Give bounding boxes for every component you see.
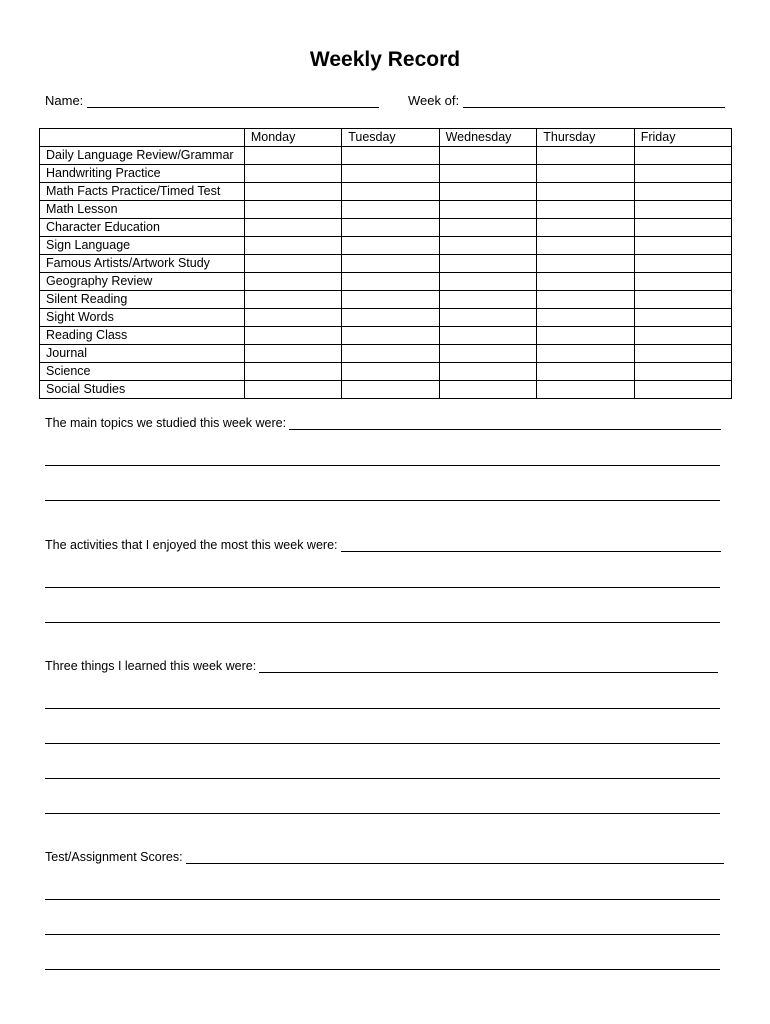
entry-cell[interactable]	[439, 183, 537, 201]
entry-cell[interactable]	[244, 237, 341, 255]
learned-label: Three things I learned this week were:	[45, 659, 257, 673]
entry-cell[interactable]	[342, 309, 439, 327]
subject-label: Geography Review	[40, 273, 245, 291]
subject-label: Math Facts Practice/Timed Test	[40, 183, 245, 201]
weekly-record-table	[39, 128, 732, 399]
entry-cell[interactable]	[634, 165, 731, 183]
topics-line-3[interactable]	[45, 500, 720, 501]
entry-cell[interactable]	[342, 237, 439, 255]
table-row	[40, 147, 732, 165]
entry-cell[interactable]	[244, 327, 341, 345]
entry-cell[interactable]	[439, 291, 537, 309]
entry-cell[interactable]	[537, 327, 634, 345]
learned-line-2[interactable]	[45, 708, 720, 709]
entry-cell[interactable]	[439, 237, 537, 255]
learned-line-4[interactable]	[45, 778, 720, 779]
entry-cell[interactable]	[537, 381, 634, 399]
name-field[interactable]	[45, 93, 379, 108]
page-title: Weekly Record	[309, 48, 461, 71]
activities-prompt[interactable]	[45, 538, 721, 552]
learned-line-5[interactable]	[45, 813, 720, 814]
entry-cell[interactable]	[634, 237, 731, 255]
entry-cell[interactable]	[342, 183, 439, 201]
subject-label: Social Studies	[40, 381, 245, 399]
table-row	[40, 327, 732, 345]
entry-cell[interactable]	[244, 291, 341, 309]
subject-label: Reading Class	[40, 327, 245, 345]
header-day-cell: Wednesday	[439, 129, 537, 147]
subject-label: Character Education	[40, 219, 245, 237]
learned-line-3[interactable]	[45, 743, 720, 744]
table-header-row	[40, 129, 732, 147]
header-day-cell: Thursday	[537, 129, 634, 147]
entry-cell[interactable]	[634, 201, 731, 219]
entry-cell[interactable]	[537, 363, 634, 381]
table-row	[40, 183, 732, 201]
activities-line-2[interactable]	[45, 587, 720, 588]
entry-cell[interactable]	[439, 219, 537, 237]
entry-cell[interactable]	[244, 201, 341, 219]
header-corner-cell	[40, 129, 245, 147]
entry-cell[interactable]	[439, 201, 537, 219]
entry-cell[interactable]	[634, 291, 731, 309]
entry-cell[interactable]	[537, 183, 634, 201]
entry-cell[interactable]	[439, 147, 537, 165]
entry-cell[interactable]	[342, 363, 439, 381]
scores-line-4[interactable]	[45, 969, 720, 970]
entry-cell[interactable]	[634, 363, 731, 381]
subject-label: Sight Words	[40, 309, 245, 327]
entry-cell[interactable]	[342, 201, 439, 219]
entry-cell[interactable]	[537, 237, 634, 255]
entry-cell[interactable]	[634, 381, 731, 399]
name-blank[interactable]	[87, 93, 379, 108]
entry-cell[interactable]	[537, 201, 634, 219]
topics-line-2[interactable]	[45, 465, 720, 466]
entry-cell[interactable]	[537, 219, 634, 237]
scores-label: Test/Assignment Scores:	[45, 850, 183, 864]
entry-cell[interactable]	[244, 381, 341, 399]
entry-cell[interactable]	[342, 345, 439, 363]
scores-line-2[interactable]	[45, 899, 720, 900]
entry-cell[interactable]	[634, 273, 731, 291]
subject-label: Journal	[40, 345, 245, 363]
week-of-field[interactable]	[408, 93, 725, 108]
topics-prompt[interactable]	[45, 416, 721, 430]
header-day-cell: Monday	[244, 129, 341, 147]
entry-cell[interactable]	[439, 381, 537, 399]
activities-blank[interactable]	[341, 539, 722, 552]
entry-cell[interactable]	[537, 165, 634, 183]
learned-blank[interactable]	[259, 660, 718, 673]
entry-cell[interactable]	[342, 219, 439, 237]
entry-cell[interactable]	[537, 291, 634, 309]
entry-cell[interactable]	[439, 273, 537, 291]
entry-cell[interactable]	[634, 219, 731, 237]
entry-cell[interactable]	[439, 165, 537, 183]
subject-label: Silent Reading	[40, 291, 245, 309]
table-row	[40, 255, 732, 273]
entry-cell[interactable]	[634, 147, 731, 165]
entry-cell[interactable]	[244, 183, 341, 201]
subject-label: Math Lesson	[40, 201, 245, 219]
entry-cell[interactable]	[537, 309, 634, 327]
entry-cell[interactable]	[537, 345, 634, 363]
subject-label: Sign Language	[40, 237, 245, 255]
entry-cell[interactable]	[439, 345, 537, 363]
topics-blank[interactable]	[289, 417, 721, 430]
entry-cell[interactable]	[244, 345, 341, 363]
entry-cell[interactable]	[244, 273, 341, 291]
entry-cell[interactable]	[342, 255, 439, 273]
entry-cell[interactable]	[634, 345, 731, 363]
entry-cell[interactable]	[342, 147, 439, 165]
scores-line-3[interactable]	[45, 934, 720, 935]
entry-cell[interactable]	[439, 327, 537, 345]
entry-cell[interactable]	[244, 147, 341, 165]
entry-cell[interactable]	[439, 363, 537, 381]
table-row	[40, 201, 732, 219]
scores-blank[interactable]	[186, 851, 724, 864]
entry-cell[interactable]	[244, 219, 341, 237]
table-row	[40, 381, 732, 399]
table-row	[40, 219, 732, 237]
table-row	[40, 363, 732, 381]
table-row	[40, 291, 732, 309]
entry-cell[interactable]	[244, 165, 341, 183]
entry-cell[interactable]	[342, 273, 439, 291]
activities-line-3[interactable]	[45, 622, 720, 623]
week-of-label: Week of:	[408, 93, 460, 108]
entry-cell[interactable]	[439, 255, 537, 273]
entry-cell[interactable]	[244, 309, 341, 327]
entry-cell[interactable]	[634, 255, 731, 273]
learned-prompt[interactable]	[45, 659, 718, 673]
entry-cell[interactable]	[342, 165, 439, 183]
entry-cell[interactable]	[537, 147, 634, 165]
table-row	[40, 309, 732, 327]
entry-cell[interactable]	[342, 291, 439, 309]
entry-cell[interactable]	[439, 309, 537, 327]
subject-label: Famous Artists/Artwork Study	[40, 255, 245, 273]
header-day-cell: Friday	[634, 129, 731, 147]
subject-label: Science	[40, 363, 245, 381]
entry-cell[interactable]	[342, 381, 439, 399]
week-of-blank[interactable]	[463, 93, 725, 108]
scores-prompt[interactable]	[45, 850, 724, 864]
activities-label: The activities that I enjoyed the most this week were:	[45, 538, 338, 552]
table-row	[40, 165, 732, 183]
entry-cell[interactable]	[244, 255, 341, 273]
subject-label: Daily Language Review/Grammar	[40, 147, 245, 165]
entry-cell[interactable]	[244, 363, 341, 381]
entry-cell[interactable]	[634, 183, 731, 201]
table-row	[40, 237, 732, 255]
topics-label: The main topics we studied this week were:	[45, 416, 287, 430]
name-label: Name:	[45, 93, 84, 108]
entry-cell[interactable]	[537, 255, 634, 273]
entry-cell[interactable]	[634, 309, 731, 327]
table-row	[40, 345, 732, 363]
subject-label: Handwriting Practice	[40, 165, 245, 183]
entry-cell[interactable]	[537, 273, 634, 291]
entry-cell[interactable]	[342, 327, 439, 345]
entry-cell[interactable]	[634, 327, 731, 345]
header-day-cell: Tuesday	[342, 129, 439, 147]
table-row	[40, 273, 732, 291]
